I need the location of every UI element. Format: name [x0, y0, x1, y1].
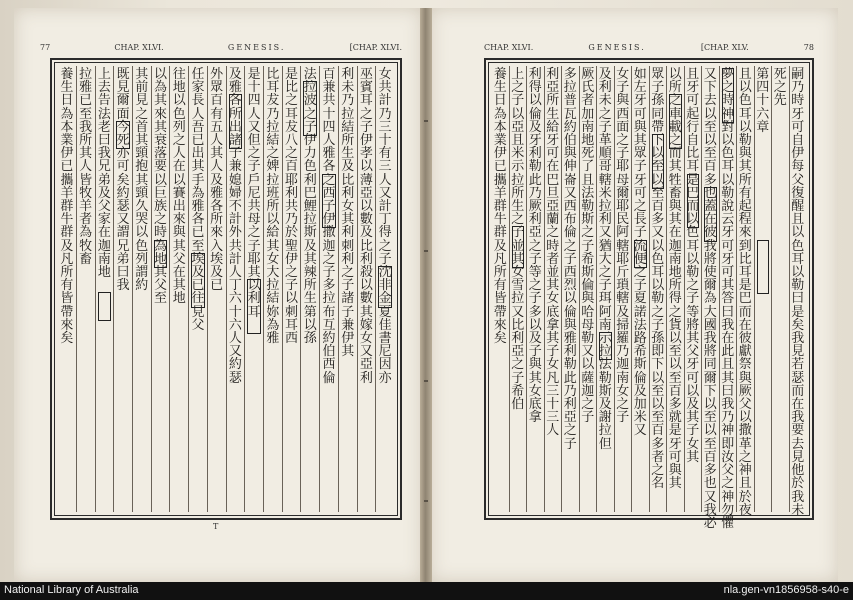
- item-identifier: nla.gen-vn1856958-s40-e: [723, 584, 849, 596]
- binding-thread: [424, 250, 428, 252]
- text-column: [596, 66, 614, 512]
- text-column: [666, 66, 684, 512]
- proper-name-box: [322, 174, 336, 229]
- text-column: [207, 66, 226, 512]
- text-column: [375, 66, 394, 512]
- column-text: 百兼共十四人雅各之西子伊撒迦之子多拉布互約伯西倫: [322, 67, 336, 386]
- proper-name-box: [378, 266, 392, 308]
- text-column: [492, 66, 509, 512]
- column-text: 且牙可起行自比耳是巴而以色耳以勒之子等將其父牙可以及其子女其: [686, 67, 700, 465]
- text-column: [76, 66, 95, 512]
- proper-name-box: [512, 226, 525, 268]
- column-text: 女子與西面之子耶母爾耶民阿轄耶斤瑣轄及掃羅乃迦南女之子: [616, 67, 630, 426]
- text-column: [338, 66, 357, 512]
- text-column: [58, 66, 76, 512]
- column-text: 往地以色列之人在以賽出來與其父在其地: [172, 67, 186, 307]
- column-text: 嗣乃時牙可自伊每父復醒且以色耳以勒曰是矣我見若瑟而在我要去見他於我未: [791, 67, 805, 518]
- left-page-number: 77: [40, 42, 51, 52]
- column-text: 利亞所生給牙可在巴旦亞蘭之時者並其女底拿其子女凡三十三人: [546, 67, 560, 439]
- proper-name-box: [599, 332, 612, 360]
- column-text: 以所之車載之而其牲畜與其在迦南地所得之貨以至以至百多就是牙可與其: [668, 67, 682, 492]
- column-text: 及利未之子革順哥轄米拉利又猶大之子珥阿南示拉法勒斯及謝拉但: [598, 67, 612, 452]
- proper-name-box: [757, 240, 770, 295]
- text-column: [282, 66, 301, 512]
- column-text: 多拉普瓦約伯與伸崙又西布倫之子西烈以倫與雅利勒此乃利亞之子: [563, 67, 577, 452]
- column-text: 巫賓耳之子伊孝以薄亞以數及比利殺以數其嫁女又亞利: [359, 67, 373, 386]
- proper-name-box: [98, 292, 112, 320]
- column-text: 任家長人吾已出其手為雅各已至埃及已往見父: [191, 67, 205, 333]
- text-column: [526, 66, 544, 512]
- column-text: 外眾百有五人其人及雅各所來入埃及已: [210, 67, 224, 294]
- left-footer-mark: T: [213, 522, 219, 531]
- text-column: [263, 66, 282, 512]
- proper-name-box: [634, 240, 647, 268]
- text-column: [631, 66, 649, 512]
- column-text: 第四十六章: [756, 67, 770, 135]
- column-text: 是十四人又但之子戶尼共母之子耶其以利耳: [247, 67, 261, 320]
- text-column: [684, 66, 702, 512]
- proper-name-box: [303, 81, 317, 136]
- text-column: [789, 66, 807, 518]
- column-text: 上之子以亞且米示拉所生之子並其女雪拉又比利亞之子希伯: [511, 67, 525, 413]
- text-column: [754, 66, 772, 512]
- library-name: National Library of Australia: [4, 584, 139, 596]
- binding-thread: [424, 380, 428, 382]
- right-text-columns: [492, 66, 806, 531]
- text-column: [701, 66, 719, 531]
- text-column: [95, 66, 114, 512]
- text-column: [151, 66, 170, 512]
- text-column: [226, 66, 245, 512]
- text-column: [169, 66, 188, 512]
- column-text: 以為其來其衰落要以巨族之時為地其父至: [154, 67, 168, 307]
- column-text: 利未乃拉結所生及比利女其利刺利之子諸子兼伊其: [341, 67, 355, 360]
- proper-name-box: [154, 240, 168, 268]
- text-column: [188, 66, 207, 512]
- right-page-header: [484, 40, 814, 54]
- left-chapter-label-right: [CHAP. XLVI.: [349, 42, 402, 52]
- text-column: [319, 66, 338, 512]
- column-text: 比耳犮乃拉結之婢拉班所以給其女大拉結妳為雅: [266, 67, 280, 347]
- text-column: [579, 66, 597, 512]
- left-text-frame: [50, 58, 402, 520]
- proper-name-box: [229, 94, 243, 149]
- column-text: 眾子孫同帶下以至以至百多又以色耳以勒之子孫即下以至以至百多者之名: [651, 67, 665, 492]
- column-text: 夢之時神對以色耳以勒說云牙可牙可其答曰我在此且其曰我乃神即汝父之神勿懼: [721, 67, 735, 531]
- column-text: 是比之耳犮八之百耶利共乃於聖伊之子以刺耳西: [285, 67, 299, 347]
- column-text: 如左牙可與其眾子牙可之長子流便之子夏諾法路希斯倫及加米又: [633, 67, 647, 439]
- text-column: [614, 66, 632, 512]
- column-text: 養生日為本業伊已攜羊群牛群及凡所有皆帶來矣: [60, 67, 74, 347]
- column-text: 又下去以至以至百多也蓋在彼我將使爾為大國我將同爾下以至以至百多也又我必: [703, 67, 717, 531]
- text-column: [244, 66, 263, 512]
- text-column: [561, 66, 579, 512]
- text-column: [719, 66, 737, 531]
- left-chapter-label: CHAP. XLVI.: [114, 42, 164, 52]
- proper-name-box: [704, 187, 717, 242]
- binding-thread: [424, 500, 428, 502]
- binding-thread: [424, 120, 428, 122]
- right-chapter-label: CHAP. XLVI.: [484, 42, 534, 52]
- proper-name-box: [652, 134, 665, 189]
- proper-name-box: [722, 68, 735, 123]
- book-gutter: [420, 8, 432, 582]
- column-text: 死之先: [773, 67, 787, 109]
- column-text: 其前見之首其頸抱其頸久哭以色列謂約: [135, 67, 149, 294]
- text-column: [113, 66, 132, 512]
- proper-name-box: [669, 94, 682, 149]
- column-text: 法拉波之子伊力色利巴鯉拉斯及其辣所生第以孫: [303, 67, 317, 347]
- proper-name-box: [116, 121, 130, 149]
- text-column: [736, 66, 754, 518]
- column-text: 上去告法老曰我兄弟及父家在迦南地: [97, 67, 111, 281]
- footer-bar: [0, 582, 853, 600]
- column-text: 厥氏者加南地死了且法勒斯之子希斯倫與哈母勒又以薩迦之子: [581, 67, 595, 426]
- text-column: [649, 66, 667, 512]
- column-text: 女共計乃三十有三人又計丁得之子沈非金夏佳書尼因亦: [378, 67, 392, 386]
- text-column: [300, 66, 319, 512]
- right-chapter-label-right: [CHAP. XLV.: [700, 42, 749, 52]
- left-book-title: GENESIS.: [227, 42, 286, 52]
- right-book-title: GENESIS.: [588, 42, 646, 52]
- text-column: [509, 66, 527, 512]
- text-column: [357, 66, 376, 512]
- column-text: 及雅各所出諸子兼媳婦不計外共計人丁六十六人又約瑟: [228, 67, 242, 386]
- proper-name-box: [247, 279, 261, 334]
- column-text: 養生日為本業伊已攜羊群牛群及凡所有皆帶來矣: [493, 67, 507, 347]
- column-text: 既見爾面今死亦可矣約瑟又謂兄弟曰我: [116, 67, 130, 294]
- left-page-header: [40, 40, 402, 54]
- right-text-frame: [484, 58, 814, 531]
- text-column: [771, 66, 789, 512]
- proper-name-box: [191, 253, 205, 308]
- column-text: 且以色耳以勒與其所有起程來到比耳是巴而在彼獻祭與厥父以撒革之神且於夜: [738, 67, 752, 518]
- proper-name-box: [687, 174, 700, 229]
- left-text-columns: [58, 66, 394, 512]
- column-text: 拉雅已至我所其人皆牧羊者為牧畜: [79, 67, 93, 267]
- right-page-number: 78: [803, 42, 814, 52]
- column-text: 利得以倫及牙利勒此乃厥利亞之子等之子多以及子與其女底拿: [528, 67, 542, 426]
- text-column: [132, 66, 151, 512]
- text-column: [544, 66, 562, 512]
